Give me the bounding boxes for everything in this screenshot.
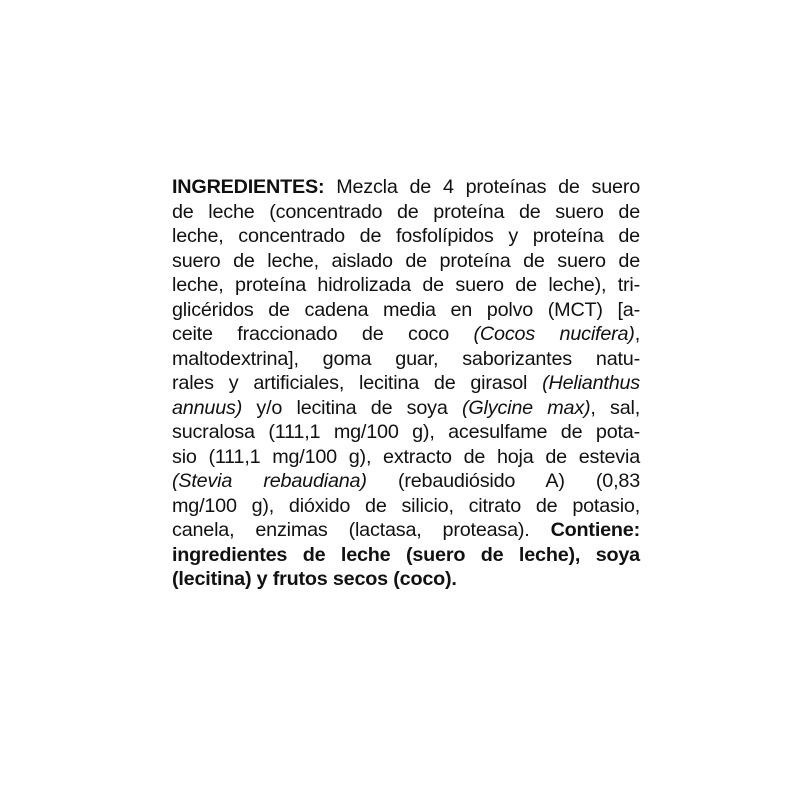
ingredients-text-segment: sio (111,1 mg/100 g), extracto de hoja de estevia xyxy=(172,445,640,468)
ingredients-text-segment: suero de leche, aislado de proteína de suero de xyxy=(172,249,640,272)
ingredients-line xyxy=(172,371,640,396)
ingredients-line xyxy=(172,543,640,568)
ingredients-scientific-name: (Stevia rebaudiana) xyxy=(172,470,367,492)
ingredients-text-segment: (rebaudiósido A) (0,83 xyxy=(366,470,640,492)
ingredients-line xyxy=(172,469,640,494)
ingredients-line xyxy=(172,396,640,421)
ingredients-text-segment: Mezcla de 4 proteínas de suero xyxy=(336,176,641,198)
ingredients-line xyxy=(172,249,640,274)
ingredients-text-segment: canela, enzimas (lactasa, proteasa). xyxy=(172,519,551,541)
ingredients-line xyxy=(172,420,640,445)
ingredients-line xyxy=(172,347,640,372)
ingredients-line xyxy=(172,273,640,298)
ingredients-text-segment: de leche (concentrado de proteína de suero de xyxy=(172,200,640,223)
ingredients-scientific-name: annuus) xyxy=(172,396,243,419)
ingredients-text-segment: , xyxy=(634,323,640,345)
ingredients-text-segment: leche, proteína hidrolizada de suero de leche), tri- xyxy=(172,274,640,296)
ingredients-line xyxy=(172,567,640,592)
ingredients-line xyxy=(172,518,640,543)
ingredients-text-segment: sucralosa (111,1 mg/100 g), acesulfame de pota- xyxy=(172,421,640,443)
ingredients-text-segment: maltodextrina], goma guar, saborizantes natu- xyxy=(172,347,640,370)
ingredients-scientific-name: (Glycine max) xyxy=(461,396,591,419)
ingredients-allergen-text: (lecitina) y frutos secos (coco). xyxy=(172,568,457,590)
ingredients-text-segment: mg/100 g), dióxido de silicio, citrato de potasio, xyxy=(172,494,640,517)
ingredients-label xyxy=(172,175,640,592)
ingredients-allergen-text: Contiene: xyxy=(550,519,640,541)
ingredients-line xyxy=(172,322,640,347)
ingredients-text-segment: glicéridos de cadena media en polvo (MCT) [a- xyxy=(172,298,640,321)
ingredients-text-segment: leche, concentrado de fosfolípidos y proteína de xyxy=(172,225,640,247)
ingredients-text-segment: rales y artificiales, lecitina de girasol xyxy=(172,372,543,394)
ingredients-line xyxy=(172,224,640,249)
ingredients-text-segment: y/o lecitina de soya xyxy=(242,396,462,419)
ingredients-line xyxy=(172,200,640,225)
ingredients-line xyxy=(172,445,640,470)
ingredients-scientific-name: (Cocos nucifera) xyxy=(473,323,635,345)
ingredients-line xyxy=(172,298,640,323)
ingredients-line xyxy=(172,175,640,200)
ingredients-scientific-name: (Helianthus xyxy=(542,372,640,394)
ingredients-text-segment: , sal, xyxy=(590,396,640,419)
ingredients-text-segment: ceite fraccionado de coco xyxy=(172,323,474,345)
ingredients-allergen-text: ingredientes de leche (suero de leche), soya xyxy=(172,543,640,566)
ingredients-line xyxy=(172,494,640,519)
ingredients-heading: INGREDIENTES: xyxy=(172,176,325,198)
